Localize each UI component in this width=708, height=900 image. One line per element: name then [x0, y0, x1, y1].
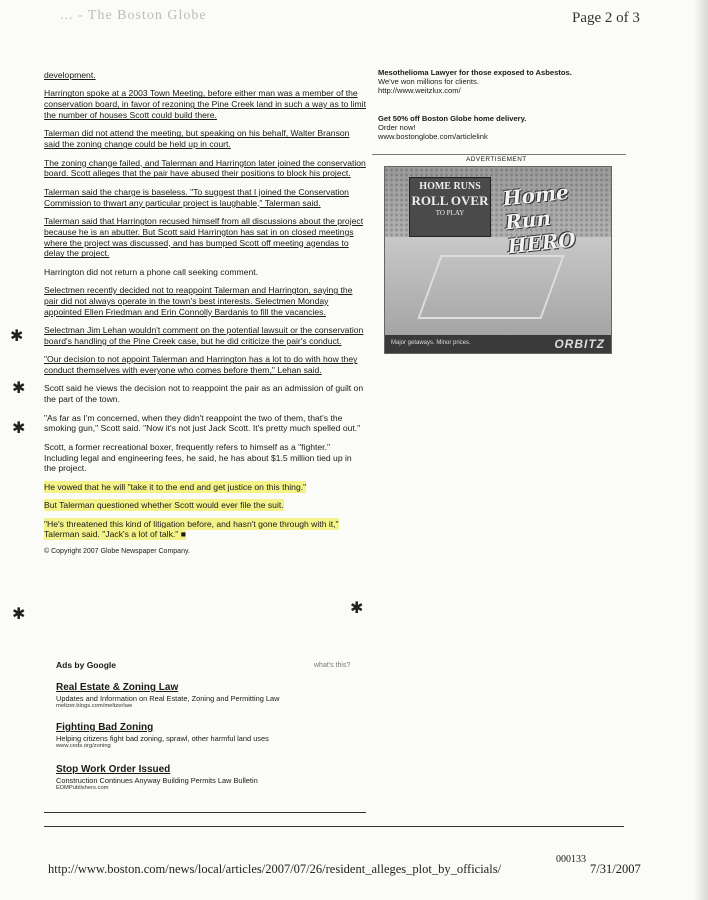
ad-url[interactable]: EDMPublishers.com [56, 785, 109, 791]
infield-diamond [417, 255, 564, 319]
home-runs-box [409, 177, 491, 237]
article-paragraph: Scott, a former recreational boxer, frequently refers to himself as a "fighter." Including legal and engineering fees, he said, he has about $1.5 million tied up in the project. [44, 441, 352, 474]
ad-description: Helping citizens fight bad zoning, sprawl, other harmful land uses [56, 734, 269, 743]
highlighted-paragraph: But Talerman questioned whether Scott would ever file the suit. [44, 500, 284, 511]
link-url[interactable]: http://www.weitzlux.com/ [378, 86, 461, 96]
page-number: Page 2 of 3 [572, 10, 640, 26]
ad-description: Construction Continues Anyway Building Permits Law Bulletin [56, 776, 258, 785]
ad-item[interactable] [56, 764, 366, 791]
ad-item[interactable] [56, 722, 366, 749]
article-paragraph: Talerman did not attend the meeting, but speaking on his behalf, Walter Branson said the zoning change could be held up in court. [44, 128, 350, 150]
orbitz-banner-ad[interactable] [384, 166, 612, 354]
home-run-hero-logo: Home Run HERO [501, 179, 577, 259]
banner-footer [385, 335, 611, 353]
margin-star-icon: ✱ [12, 604, 26, 623]
document-number: 000133 [556, 854, 586, 865]
ad-url[interactable]: www.ceds.org/zoning [56, 743, 111, 749]
margin-star-icon: ✱ [350, 598, 364, 617]
footer-divider [44, 812, 366, 813]
sponsored-link[interactable] [378, 114, 628, 142]
article-paragraph: The zoning change failed, and Talerman and Harrington later joined the conservation board. Scott alleges that the pair have abused their positions to block his project. [44, 157, 366, 179]
scan-edge-shadow [694, 0, 708, 900]
box-line-2: ROLL OVER [411, 193, 489, 208]
box-line-3: TO PLAY [435, 209, 465, 217]
advertisement-label: ADVERTISEMENT [466, 156, 527, 163]
sidebar-divider [372, 154, 626, 155]
link-description: We've won millions for clients. [378, 77, 479, 87]
link-title[interactable]: Get 50% off Boston Globe home delivery. [378, 114, 527, 123]
article-paragraph: Harrington did not return a phone call seeking comment. [44, 266, 259, 277]
link-url[interactable]: www.bostonglobe.com/articlelink [378, 132, 488, 142]
google-ads [56, 660, 366, 791]
ad-title[interactable]: Stop Work Order Issued [56, 764, 171, 775]
page-divider [44, 826, 624, 827]
print-date: 7/31/2007 [590, 862, 641, 876]
ad-item[interactable] [56, 682, 366, 709]
highlighted-paragraph: He vowed that he will "take it to the end and get justice on this thing." [44, 481, 307, 492]
ad-title[interactable]: Real Estate & Zoning Law [56, 682, 179, 693]
box-line-1: HOME RUNS [419, 181, 481, 192]
orbitz-logo: ORBITZ [554, 337, 605, 351]
ad-title[interactable]: Fighting Bad Zoning [56, 722, 154, 733]
promo-text: Major getaways. Minor prices. [391, 340, 471, 346]
article-paragraph: development. [44, 70, 96, 80]
footer-url: http://www.boston.com/news/local/articles/2007/07/26/resident_alleges_plot_by_officials/ [48, 862, 502, 876]
article-body [44, 70, 366, 555]
article-paragraph: "As far as I'm concerned, when they didn't reappoint the two of them, that's the smoking gun," Scott said. "Now it's not just Jack Scott. It's pretty much spelled out." [44, 412, 361, 434]
link-title[interactable]: Mesothelioma Lawyer for those exposed to Asbestos. [378, 68, 572, 77]
article-paragraph: Talerman said the charge is baseless. "To suggest that I joined the Conservation Commission to thwart any particular project is laughable," Talerman said. [44, 186, 349, 208]
article-paragraph: Scott said he views the decision not to reappoint the pair as an admission of guilt on the part of the town. [44, 383, 364, 405]
margin-star-icon: ✱ [10, 326, 24, 345]
article-paragraph: "Our decision to not appoint Talerman and Harrington has a lot to do with how they conduct themselves with everyone who comes before them," Lehan said. [44, 354, 358, 376]
whats-this-link[interactable]: what's this? [314, 662, 351, 669]
copyright-notice: © Copyright 2007 Globe Newspaper Company. [44, 547, 190, 555]
link-description: Order now! [378, 123, 416, 133]
page-header-title: ... - The Boston Globe [60, 8, 207, 23]
sponsored-link[interactable] [378, 68, 628, 96]
article-paragraph: Harrington spoke at a 2003 Town Meeting, before either man was a member of the conservation board, in favor of rezoning the Pine Creek land in such a way as to limit the number of houses Scott could build there. [44, 88, 366, 120]
ads-label: Ads by Google [56, 660, 116, 670]
article-paragraph: Selectman Jim Lehan wouldn't comment on the potential lawsuit or the conservation board's handling of the Pine Creek case, but he did criticize the pair's conduct. [44, 325, 364, 346]
margin-star-icon: ✱ [12, 418, 26, 437]
article-paragraph: Selectmen recently decided not to reappoint Talerman and Harrington, saying the pair did not always operate in the town's best interests. Selectmen Monday appointed Ellen Friedman and Erin Connolly Bardanis to fill the vacancies. [44, 285, 353, 317]
ad-description: Updates and Information on Real Estate, Zoning and Permitting Law [56, 694, 280, 703]
margin-star-icon: ✱ [12, 378, 26, 397]
highlighted-paragraph: "He's threatened this kind of litigation before, and hasn't gone through with it," Talerman said. "Jack's a lot of talk." ■ [44, 518, 339, 540]
article-paragraph: Talerman said that Harrington recused himself from all discussions about the project because he is an abutter. But Scott said Harrington has sat in on closed meetings where the project was discussed, and has bumped Scott off meeting agendas to delay the project. [44, 215, 364, 259]
ad-url[interactable]: meltzer.blogs.com/meltzerlaw [56, 703, 133, 709]
